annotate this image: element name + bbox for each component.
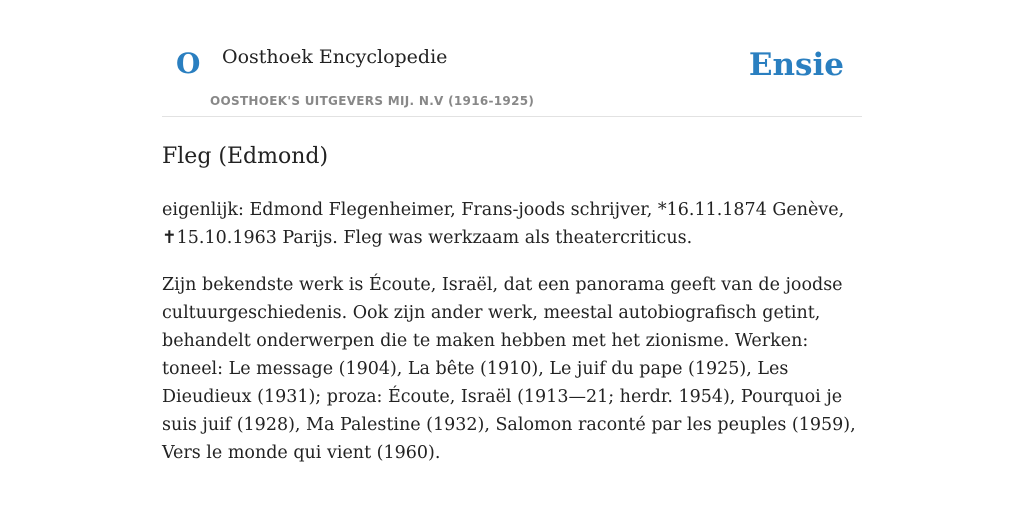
- site-header: [162, 0, 862, 117]
- logo-letter[interactable]: O: [176, 47, 201, 80]
- entry-body: [162, 196, 862, 467]
- ensie-brand-link[interactable]: Ensie: [748, 47, 844, 83]
- entry-paragraph: Zijn bekendste werk is Écoute, Israël, dat een panorama geeft van de joodse cultuurgeschiedenis. Ook zijn ander werk, meestal autobiografisch getint, behandelt onderwerpen die te maken hebben met het zionisme. Werken: toneel: Le message (1904), La bête (1910), Le juif du pape (1925), Les Dieudieux (1931); proza: Écoute, Israël (1913—21; herdr. 1954), Pourquoi je suis juif (1928), Ma Palestine (1932), Salomon raconté par les peuples (1959), Vers le monde qui vient (1960).: [162, 274, 856, 463]
- page-container: [162, 0, 862, 467]
- entry-paragraph: eigenlijk: Edmond Flegenheimer, Frans-joods schrijver, *16.11.1874 Genève, ✝15.10.1963 Parijs. Fleg was werkzaam als theatercriticus.: [162, 199, 845, 248]
- site-title-link[interactable]: Oosthoek Encyclopedie: [222, 46, 448, 68]
- entry-title: Fleg (Edmond): [162, 144, 329, 169]
- publisher-label: OOSTHOEK'S UITGEVERS MIJ. N.V (1916-1925): [210, 94, 535, 108]
